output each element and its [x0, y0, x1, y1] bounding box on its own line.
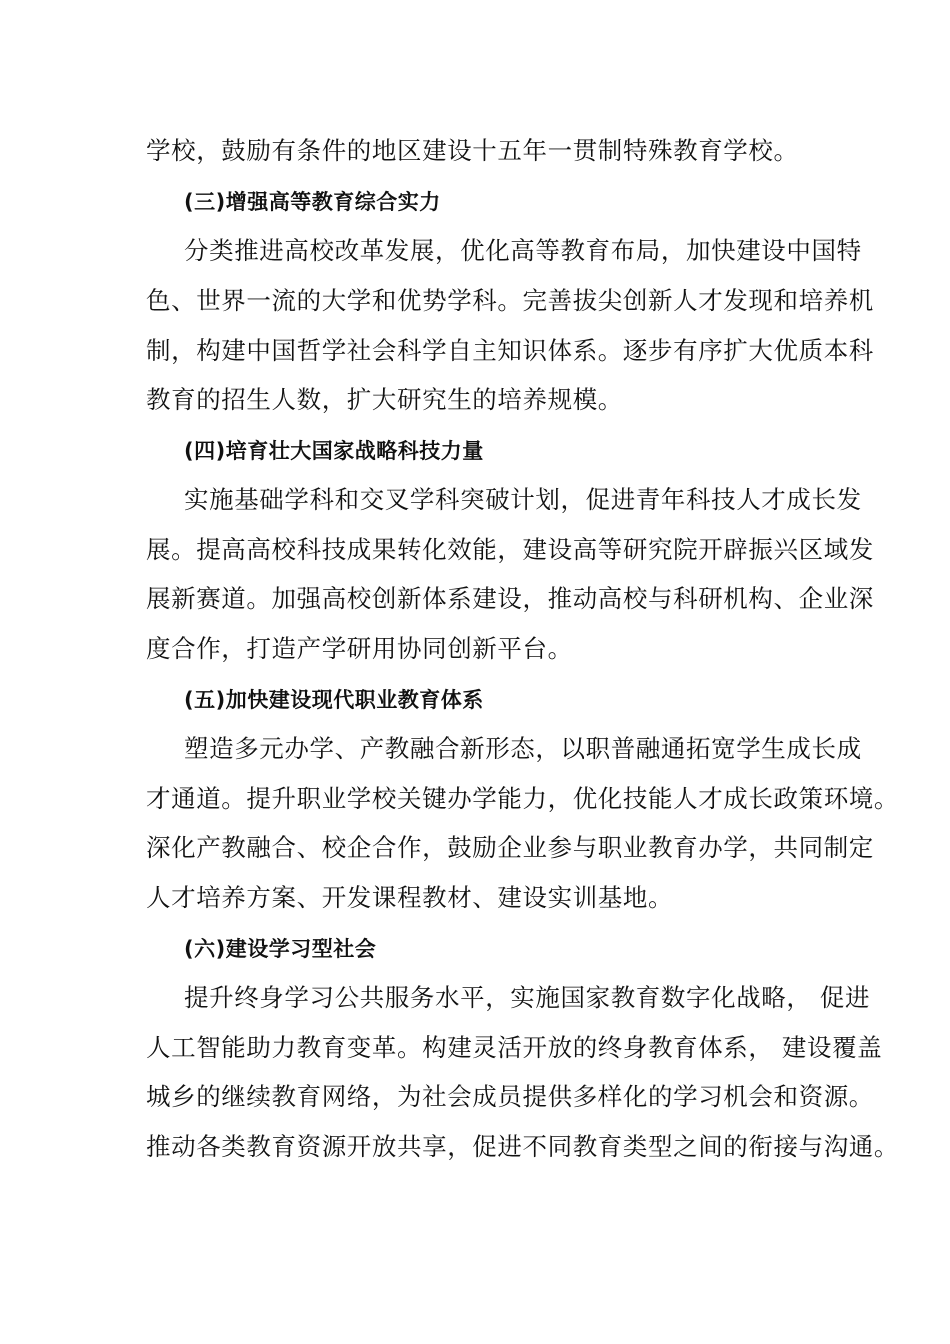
paragraph-line: 学校，鼓励有条件的地区建设十五年一贯制特殊教育学校。: [146, 136, 799, 165]
paragraph-line: 展。提高高校科技成果转化效能，建设高等研究院开辟振兴区域发: [146, 535, 874, 564]
paragraph-line: 教育的招生人数，扩大研究生的培养规模。: [146, 385, 623, 414]
section-heading: (三)增强高等教育综合实力: [184, 190, 441, 214]
paragraph-line: 实施基础学科和交叉学科突破计划，促进青年科技人才成长发: [184, 485, 862, 514]
section-heading: (四)培育壮大国家战略科技力量: [184, 439, 484, 463]
paragraph-line: 推动各类教育资源开放共享，促进不同教育类型之间的衔接与沟通。: [146, 1132, 899, 1161]
paragraph-line: 城乡的继续教育网络，为社会成员提供多样化的学习机会和资源。: [146, 1082, 874, 1111]
section-heading: (五)加快建设现代职业教育体系: [184, 688, 484, 712]
paragraph-line: 塑造多元办学、产教融合新形态，以职普融通拓宽学生成长成: [184, 734, 862, 763]
paragraph-line: 度合作，打造产学研用协同创新平台。: [146, 634, 573, 663]
paragraph-line: 人工智能助力教育变革。构建灵活开放的终身教育体系， 建设覆盖: [146, 1033, 883, 1062]
paragraph-line: 分类推进高校改革发展，优化高等教育布局，加快建设中国特: [184, 236, 862, 265]
paragraph-line: 色、世界一流的大学和优势学科。完善拔尖创新人才发现和培养机: [146, 286, 874, 315]
paragraph-line: 才通道。提升职业学校关键办学能力，优化技能人才成长政策环境。: [146, 784, 899, 813]
paragraph-line: 制，构建中国哲学社会科学自主知识体系。逐步有序扩大优质本科: [146, 336, 874, 365]
paragraph-line: 深化产教融合、校企合作，鼓励企业参与职业教育办学，共同制定: [146, 833, 874, 862]
section-heading: (六)建设学习型社会: [184, 937, 377, 961]
paragraph-line: 展新赛道。加强高校创新体系建设，推动高校与科研机构、企业深: [146, 584, 874, 613]
paragraph-line: 提升终身学习公共服务水平，实施国家教育数字化战略， 促进: [184, 983, 871, 1012]
paragraph-line: 人才培养方案、开发课程教材、建设实训基地。: [146, 883, 674, 912]
